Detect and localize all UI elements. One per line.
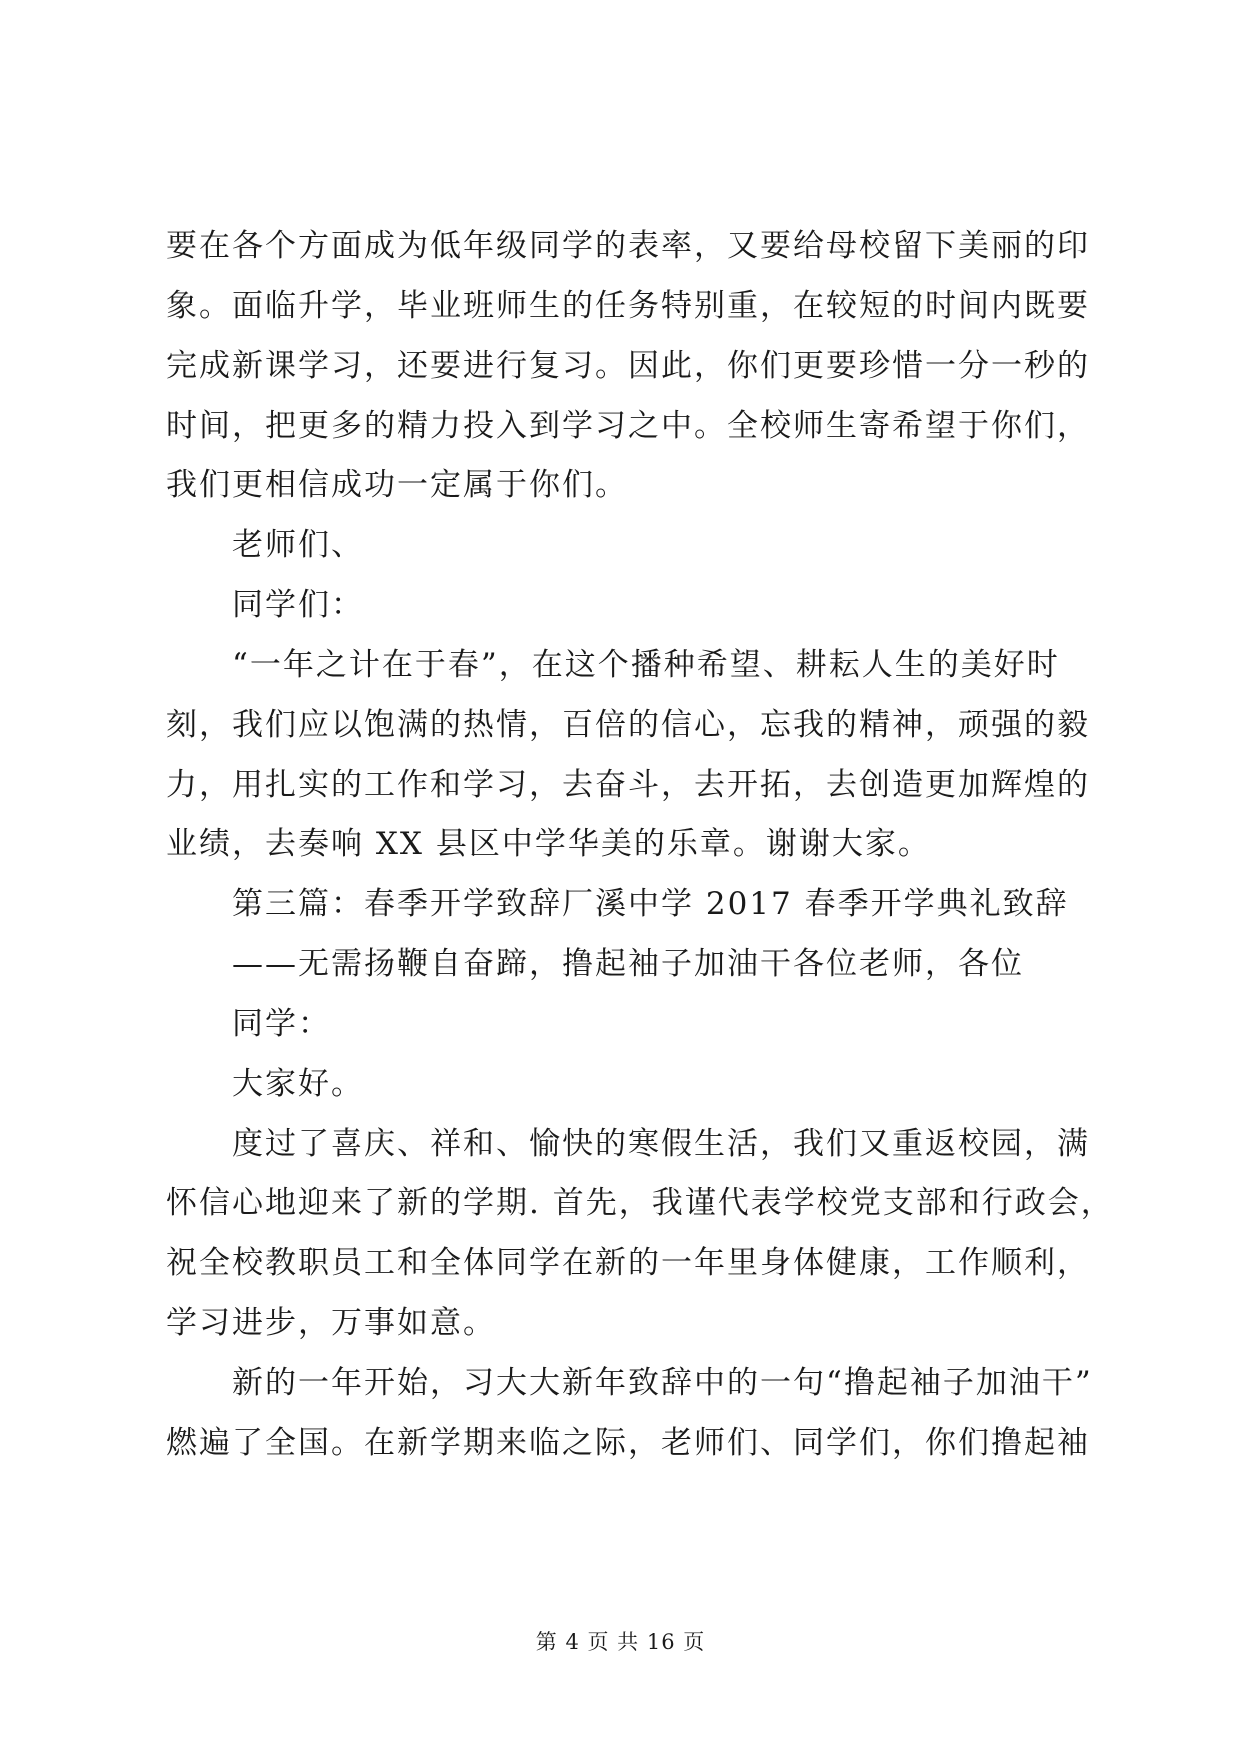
text-line-9: 刻，我们应以饱满的热情，百倍的信心，忘我的精神，顽强的毅 — [166, 707, 1090, 743]
text-line-1: 要在各个方面成为低年级同学的表率，又要给母校留下美丽的印 — [166, 228, 1090, 264]
text-line-18: 祝全校教职员工和全体同学在新的一年里身体健康，工作顺利， — [166, 1245, 1090, 1281]
text-line-5: 我们更相信成功一定属于你们。 — [166, 467, 628, 503]
text-line-17: 怀信心地迎来了新的学期. 首先，我谨代表学校党支部和行政会， — [166, 1185, 1114, 1221]
text-line-2: 象。面临升学，毕业班师生的任务特别重，在较短的时间内既要 — [166, 288, 1090, 324]
page-number-footer: 第 4 页 共 16 页 — [535, 1630, 706, 1654]
greeting: 大家好。 — [232, 1066, 364, 1102]
salutation-students: 同学们： — [232, 587, 364, 623]
section-heading: 第三篇：春季开学致辞厂溪中学 2017 春季开学典礼致辞 — [232, 886, 1069, 922]
text-line-10: 力，用扎实的工作和学习，去奋斗，去开拓，去创造更加辉煌的 — [166, 767, 1090, 803]
text-line-21: 燃遍了全国。在新学期来临之际，老师们、同学们，你们撸起袖 — [166, 1425, 1090, 1461]
salutation-classmates: 同学： — [232, 1006, 331, 1042]
text-line-8: “一年之计在于春”，在这个播种希望、耕耘人生的美好时 — [232, 647, 1060, 683]
text-line-19: 学习进步，万事如意。 — [166, 1305, 496, 1341]
salutation-teachers: 老师们、 — [232, 527, 364, 563]
text-line-16: 度过了喜庆、祥和、愉快的寒假生活，我们又重返校园，满 — [232, 1126, 1090, 1162]
text-line-20: 新的一年开始，习大大新年致辞中的一句“撸起袖子加油干” — [232, 1365, 1093, 1401]
text-line-11: 业绩，去奏响 XX 县区中学华美的乐章。谢谢大家。 — [166, 826, 931, 862]
section-subheading: ——无需扬鞭自奋蹄，撸起袖子加油干各位老师，各位 — [232, 946, 1024, 982]
text-line-3: 完成新课学习，还要进行复习。因此，你们更要珍惜一分一秒的 — [166, 348, 1090, 384]
text-line-4: 时间，把更多的精力投入到学习之中。全校师生寄希望于你们， — [166, 408, 1090, 444]
